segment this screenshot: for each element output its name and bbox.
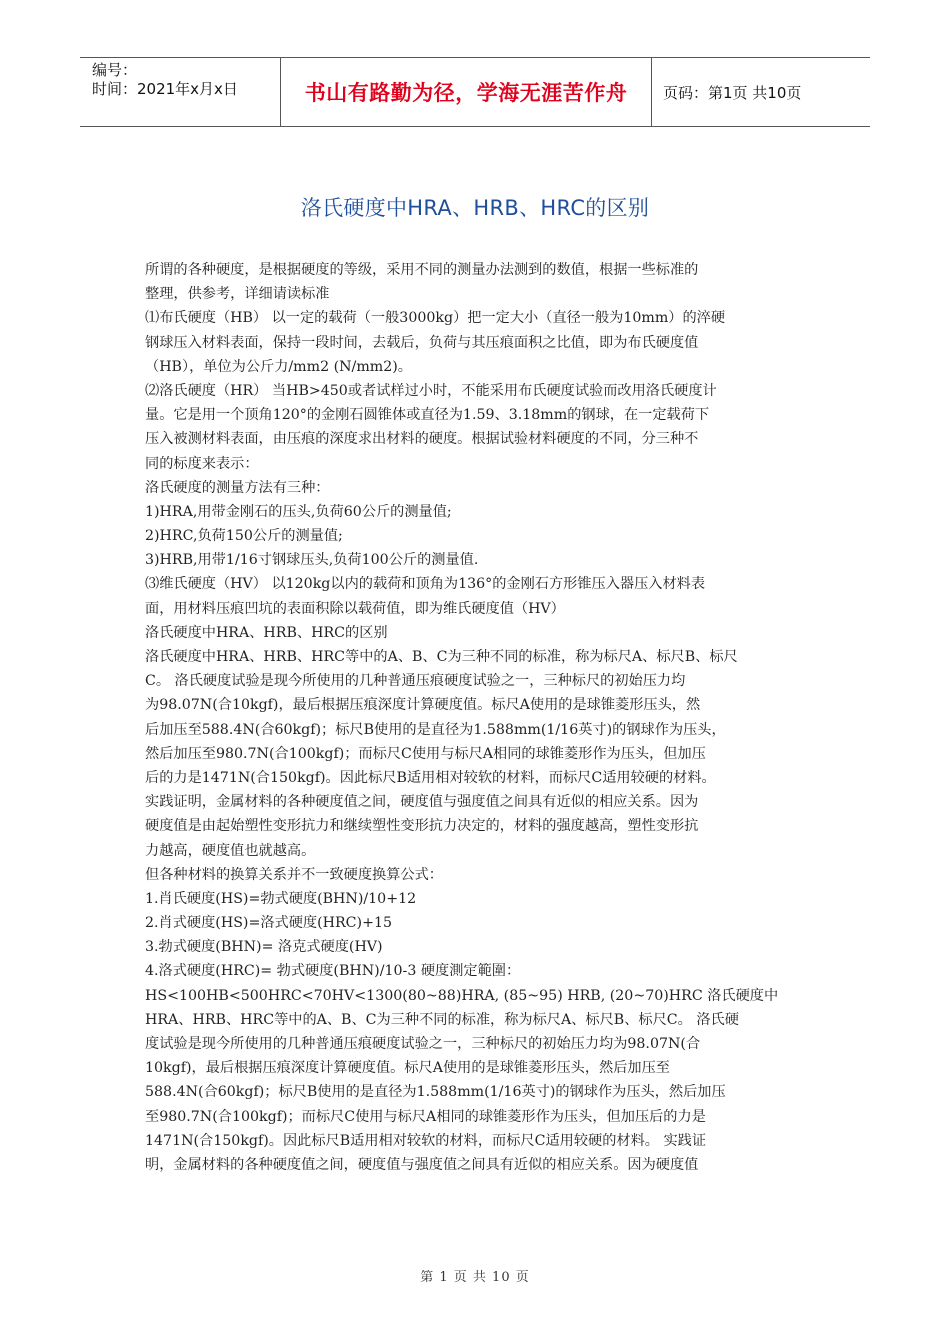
body-text-line: 10kgf)，最后根据压痕深度计算硬度值。标尺A使用的是球锥菱形压头，然后加压至 xyxy=(145,1060,670,1077)
body-text-line: 洛氏硬度中HRA、HRB、HRC的区别 xyxy=(145,624,388,641)
body-text-line: 然后加压至980.7N(合100kgf)；而标尺C使用与标尺A相同的球锥菱形作为压头，但加压 xyxy=(145,745,706,762)
body-text-line: 洛氏硬度的测量方法有三种： xyxy=(145,479,330,496)
body-text-line: 588.4N(合60kgf)；标尺B使用的是直径为1.588mm(1/16英寸)的钢球作为压头，然后加压 xyxy=(145,1084,726,1101)
body-text-line: 硬度值是由起始塑性变形抗力和继续塑性变形抗力决定的，材料的强度越高，塑性变形抗 xyxy=(145,818,699,835)
body-text-line: 至980.7N(合100kgf)；而标尺C使用与标尺A相同的球锥菱形作为压头，但加压后的力是 xyxy=(145,1108,706,1125)
document-time-label: 时间：2021年x月x日 xyxy=(92,80,238,98)
document-title: 洛氏硬度中HRA、HRB、HRC的区别 xyxy=(300,196,650,220)
body-text-line: 洛氏硬度中HRA、HRB、HRC等中的A、B、C为三种不同的标准，称为标尺A、标尺B、标尺 xyxy=(145,649,738,665)
header-motto: 书山有路勤为径，学海无涯苦作舟 xyxy=(281,58,652,126)
body-text-line: HRA、HRB、HRC等中的A、B、C为三种不同的标准，称为标尺A、标尺B、标尺C。 洛氏硬 xyxy=(145,1011,739,1028)
body-text-line: 后加压至588.4N(合60kgf)；标尺B使用的是直径为1.588mm(1/16英寸)的钢球作为压头， xyxy=(145,721,726,738)
body-text-line: 度试验是现今所使用的几种普通压痕硬度试验之一，三种标尺的初始压力均为98.07N(合 xyxy=(145,1036,701,1052)
body-text-line: 1.肖氏硬度(HS)=勃式硬度(BHN)/10+12 xyxy=(145,890,417,907)
body-text-line: ⑴布氏硬度（HB） 以一定的载荷（一般3000kg）把一定大小（直径一般为10mm）的淬硬 xyxy=(145,310,726,327)
body-text-line: 整理，供参考，详细请读标准 xyxy=(145,286,330,303)
body-text-line: 压入被测材料表面，由压痕的深度求出材料的硬度。根据试验材料硬度的不同，分三种不 xyxy=(145,431,699,448)
body-text-line: ⑵洛氏硬度（HR） 当HB>450或者试样过小时，不能采用布氏硬度试验而改用洛氏硬度计 xyxy=(145,382,717,399)
body-text-line: 3)HRB,用带1/16寸钢球压头,负荷100公斤的测量值. xyxy=(145,552,479,569)
body-text-line: C。 洛氏硬度试验是现今所使用的几种普通压痕硬度试验之一，三种标尺的初始压力均 xyxy=(145,673,686,690)
header-page-info: 页码：第1页 共10页 xyxy=(663,83,802,102)
body-text-line: 所谓的各种硬度，是根据硬度的等级，采用不同的测量办法测到的数值，根据一些标准的 xyxy=(145,262,699,278)
body-text-line: 3.勃式硬度(BHN)= 洛克式硬度(HV) xyxy=(145,939,383,956)
body-text-line: 后的力是1471N(合150kgf)。因此标尺B适用相对较软的材料，而标尺C适用较硬的材料。 xyxy=(145,769,716,786)
body-text-line: 1)HRA,用带金刚石的压头,负荷60公斤的测量值; xyxy=(145,503,452,520)
page-footer: 第 1 页 共 10 页 xyxy=(420,1270,530,1285)
body-text-line: 2.肖式硬度(HS)=洛式硬度(HRC)+15 xyxy=(145,915,393,932)
document-body xyxy=(145,258,810,1177)
body-text-line: 量。它是用一个顶角120°的金刚石圆锥体或直径为1.59、3.18mm的钢球，在一定载荷下 xyxy=(145,407,710,424)
body-text-line: 1471N(合150kgf)。因此标尺B适用相对较软的材料，而标尺C适用较硬的材料。 实践证 xyxy=(145,1132,707,1149)
body-text-line: 2)HRC,负荷150公斤的测量值; xyxy=(145,528,343,545)
header-meta xyxy=(80,58,281,126)
body-text-line: 4.洛式硬度(HRC)= 勃式硬度(BHN)/10-3 硬度測定範圍： xyxy=(145,963,521,980)
body-text-line: 为98.07N(合10kgf)，最后根据压痕深度计算硬度值。标尺A使用的是球锥菱形压头，然 xyxy=(145,697,701,714)
body-text-line: 明，金属材料的各种硬度值之间，硬度值与强度值之间具有近似的相应关系。因为硬度值 xyxy=(145,1156,699,1173)
body-text-line: （HB），单位为公斤力/mm2 (N/mm2)。 xyxy=(145,358,412,375)
body-text-line: ⑶维氏硬度（HV） 以120kg以内的载荷和顶角为136°的金刚石方形锥压入器压入材料表 xyxy=(145,576,706,593)
page-header xyxy=(80,57,870,127)
body-text-line: 钢球压入材料表面，保持一段时间，去载后，负荷与其压痕面积之比值，即为布氏硬度值 xyxy=(145,334,699,351)
body-text-line: 面，用材料压痕凹坑的表面积除以载荷值，即为维氏硬度值（HV） xyxy=(145,600,565,617)
body-text-line: 同的标度来表示： xyxy=(145,455,259,472)
body-text-line: HS<100HB<500HRC<70HV<1300(80~88)HRA, (85~95) HRB, (20~70)HRC 洛氏硬度中 xyxy=(145,987,779,1004)
body-text-line: 实践证明，金属材料的各种硬度值之间，硬度值与强度值之间具有近似的相应关系。因为 xyxy=(145,794,699,811)
document-number-label: 编号： xyxy=(92,61,138,79)
body-text-line: 但各种材料的换算关系并不一致硬度换算公式： xyxy=(145,866,443,883)
body-text-line: 力越高，硬度值也就越高。 xyxy=(145,842,316,859)
